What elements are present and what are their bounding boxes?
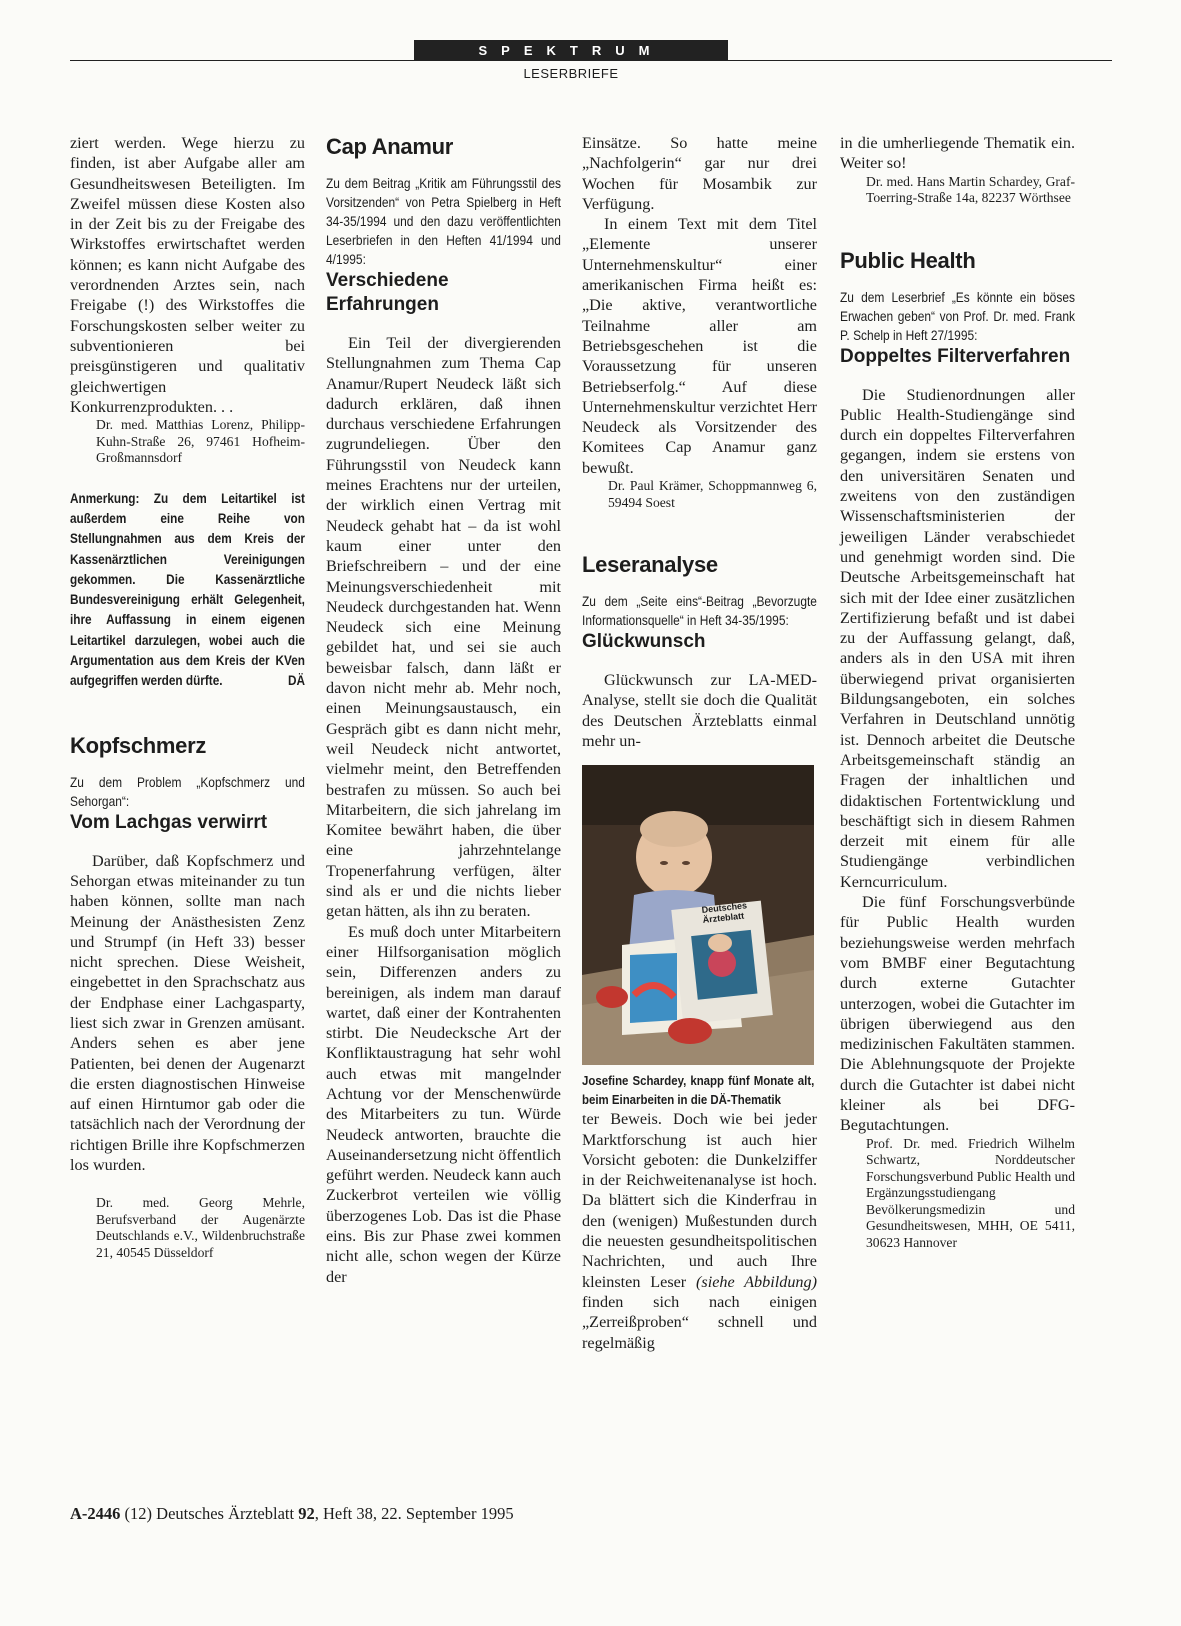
letter-intro: Zu dem Problem „Kopfschmerz und Sehorgan“: (70, 774, 305, 809)
journal-name: (12) Deutsches Ärzteblatt (120, 1504, 299, 1523)
letter-heading: Kopfschmerz (70, 732, 207, 758)
letter-intro: Zu dem Leserbrief „Es könnte ein böses Erwachen geben“ von Prof. Dr. med. Frank P. Schelp in Heft 27/1995: (840, 289, 1075, 343)
page-footer (70, 1504, 514, 1524)
letter-text: ziert werden. Wege hierzu zu finden, ist aber Aufgabe aller am Gesundheitswesen Beteiligten. Im Zweifel müssen diese Kosten also in der Zeit bis zu der Freigabe des Wirkstoffes erwirtschaftet werden können; es kann nicht Aufgabe des verordnenden Arztes sein, nach Freigabe (!) des Wirkstoffes die Forschungskosten selber weiter zu subventionieren bei preisgünstigeren und qualitativ gleichwertigen Konkurrenzprodukten. . . (70, 134, 305, 416)
letter-signature: Prof. Dr. med. Friedrich Wilhelm Schwartz, Norddeutscher Forschungsverbund Public Health und Ergänzungsstudiengang Bevölkerungsmedizin und Gesundheitswesen, MHH, OE 5411, 30623 Hannover (866, 1135, 1075, 1250)
letter-text: In einem Text mit dem Titel „Elemente unserer Unternehmenskultur“ einer amerikanischen Firma heißt es: „Die aktive, verantwortliche Teilnahme aller am Betriebsgeschehen ist die Voraussetzung für unseren Betriebserfolg.“ Auf diese Unternehmenskultur verzichtet Herr Neudeck als Vorsitzender des Komitees Cap Anamur ganz bewußt. (582, 215, 817, 477)
column-3 (582, 133, 817, 1353)
letter-text: Ein Teil der divergierenden Stellungnahmen zum Thema Cap Anamur/Rupert Neudeck läßt sich dadurch erklären, daß ihnen durchaus verschiedene Erfahrungen zugrundeliegen. Über den Führungsstil von Neudeck kann meines Erachtens nur der urteilen, der wirklich einen Vertrag mit Neudeck gehabt hat – da ist wohl kaum einer unter den Briefschreibern – und der eine Meinungsverschiedenheit mit Neudeck durchgestanden hat. Wenn Neudeck sich eine Meinung gebildet hat, und sei sie auch beweisbar falsch, dann läßt er davon nicht mehr ab. Mehr noch, einen Meinungsaustausch, ein Gespräch gibt es dann nicht mehr, weil Neudeck nicht antwortet, vielmehr meint, den Betreffenden bestrafen zu müssen. So auch bei Mitarbeitern, die sich jahrelang im Komitee bewährt haben, die über eine jahrzehntelange Tropenerfahrung verfügen, älter sind als er und die nichts lieber getan hätten, als ihn zu beraten. (326, 334, 561, 921)
letter-signature: Dr. med. Hans Martin Schardey, Graf-Toerring-Straße 14a, 82237 Wörthsee (866, 173, 1075, 206)
letter-text: Es muß doch unter Mitarbeitern einer Hilfsorganisation möglich sein, Differenzen anders zu bereinigen, als indem man darauf wartet, daß einer der Kontrahenten stirbt. Die Neudecksche Art der Konfliktaustragung hat sehr wohl auch etwas mit mangelnder Achtung vor der Menschenwürde des Mitarbeiters zu tun. Würde Neudeck antworten, brauchte die Auseinandersetzung nicht öffentlich geführt werden. Neudeck kann auch Zuckerbrot verteilen wie völlig überzogenes Lob. Das ist die Phase eins. Bis zur Phase zwei kommen nicht alle, schon wegen der Kürze der (326, 922, 561, 1286)
volume-number: 92 (298, 1504, 315, 1523)
letter-signature: Dr. Paul Krämer, Schoppmannweg 6, 59494 Soest (608, 478, 817, 510)
letter-subheading: Verschiedene Erfahrungen (326, 270, 449, 315)
letter-text: Glückwunsch zur LA-MED-Analyse, stellt sie doch die Qualität des Deutschen Ärzteblatts einmal mehr un- (582, 671, 817, 750)
letter-text: Einsätze. So hatte meine „Nachfolgerin“ gar nur drei Wochen für Mosambik zur Verfügung. (582, 134, 817, 213)
letter-text: Darüber, daß Kopfschmerz und Sehorgan etwas miteinander zu tun haben können, sollte man nach Meinung der Anästhesisten Zenz und Strumpf (in Heft 33) besser nicht sprechen. Diese Weisheit, eingebettet in den Sprachschatz aus der Endphase einer Lachgasparty, liest sich zwar in Grenzen amüsant. Anders sehen es aber jene Patienten, bei denen der Augenarzt die ersten diagnostischen Hinweise auf einen Hirntumor gab oder die tatsächlich nach der Verordnung der richtigen Brille ihre Kopfschmerzen los wurden. (70, 851, 305, 1175)
letter-heading: Public Health (840, 247, 976, 273)
section-subtitle: LESERBRIEFE (523, 66, 619, 81)
issue-date: , Heft 38, 22. September 1995 (314, 1504, 514, 1523)
letter-heading: Leseranalyse (582, 552, 718, 578)
photo-magazine-title: Deutsches Ärzteblatt (701, 900, 748, 926)
photo-caption: Josefine Schardey, knapp fünf Monate alt, beim Einarbeiten in die DÄ-Thematik (582, 1073, 815, 1108)
column-1 (70, 133, 305, 1261)
column-4 (840, 133, 1075, 1251)
column-2 (326, 133, 561, 1287)
editor-note: Anmerkung: Zu dem Leitartikel ist außerdem eine Reihe von Stellungnahmen aus dem Kreis der Kassenärztlichen Vereinigungen gekommen. Die Kassenärztliche Bundesvereinigung erhält Gelegenheit, ihre Auffassung in einem eigenen Leitartikel darzulegen, wobei auch die Argumentation aus dem Kreis der KVen aufgegriffen werden dürfte. DÄ (70, 489, 305, 692)
letter-text: Die Studienordnungen aller Public Health-Studiengänge sind durch ein doppeltes Filterverfahren gegangen, indem sie erstens von den universitären Senaten und zweitens von den zuständigen Wissenschaftsministerien der jeweiligen Länder verabschiedet und genehmigt worden sind. Die Deutsche Arbeitsgemeinschaft hat sich mit der Idee einer zusätzlichen Zertifizierung befaßt und ist dabei zu der Auffassung gelangt, daß, anders als in den USA mit ihren überwiegend privat organisierten Bildungsangeboten, ein solches Verfahren in Deutschland unnötig ist. Dennoch arbeitet die Deutsche Arbeitsgemeinschaft ständig an Fragen der inhaltlichen und didaktischen Fortentwicklung und beschäftigt sich in diesem Rahmen derzeit mit einem für alle Studiengänge verbindlichen Kerncurriculum. (840, 385, 1075, 891)
baby-reading-photo (582, 765, 814, 1065)
letter-intro: Zu dem „Seite eins“-Beitrag „Bevorzugte Informationsquelle“ in Heft 34-35/1995: (582, 594, 817, 629)
section-banner: SPEKTRUM (414, 40, 728, 61)
letter-text: ter Beweis. Doch wie bei jeder Marktforschung ist auch hier Vorsicht geboten: die Dunkelziffer in der Reichweitenanalyse ist hoch. Da blättert sich die Kinderfrau in den (wenigen) Mußestunden durch die neuesten gesundheitspolitischen Nachrichten, und auch Ihre kleinsten Leser (siehe Abbildung) finden sich nach einigen „Zerreißproben“ schnell und regelmäßig (582, 1110, 817, 1352)
editor-sign: DÄ (287, 673, 305, 689)
letter-subheading: Glückwunsch (582, 631, 706, 653)
figure-reference: (siehe Abbildung) (696, 1272, 817, 1291)
letter-text: Die fünf Forschungsverbünde für Public Health wurden beziehungsweise werden mehrfach vom BMBF einer Begutachtung durch externe Gutachter unterzogen, wobei die Gutachter im übrigen überwiegend aus den medizinischen Fakultäten stammen. Die Ablehnungsquote der Projekte durch die Gutachter ist dabei nicht kleiner als bei DFG-Begutachtungen. (840, 893, 1075, 1135)
letter-heading: Cap Anamur (326, 134, 453, 159)
page-number: A-2446 (70, 1504, 121, 1523)
letter-subheading: Vom Lachgas verwirrt (70, 811, 268, 833)
letter-signature: Dr. med. Georg Mehrle, Berufsverband der Augenärzte Deutschlands e.V., Wildenbruchstraße 21, 40545 Düsseldorf (96, 1195, 305, 1260)
letter-signature: Dr. med. Matthias Lorenz, Philipp-Kuhn-Straße 26, 97461 Hofheim-Großmannsdorf (96, 417, 305, 466)
letter-subheading: Doppeltes Filterverfahren (840, 345, 1071, 367)
letter-intro: Zu dem Beitrag „Kritik am Führungsstil des Vorsitzenden“ von Petra Spielberg in Heft 34-35/1994 und den dazu veröffentlichten Leserbriefen in den Heften 41/1994 und 4/1995: (326, 176, 561, 267)
baby-reading-illustration (582, 765, 814, 1065)
letter-text: in die umherliegende Thematik ein. Weiter so! (840, 134, 1075, 173)
